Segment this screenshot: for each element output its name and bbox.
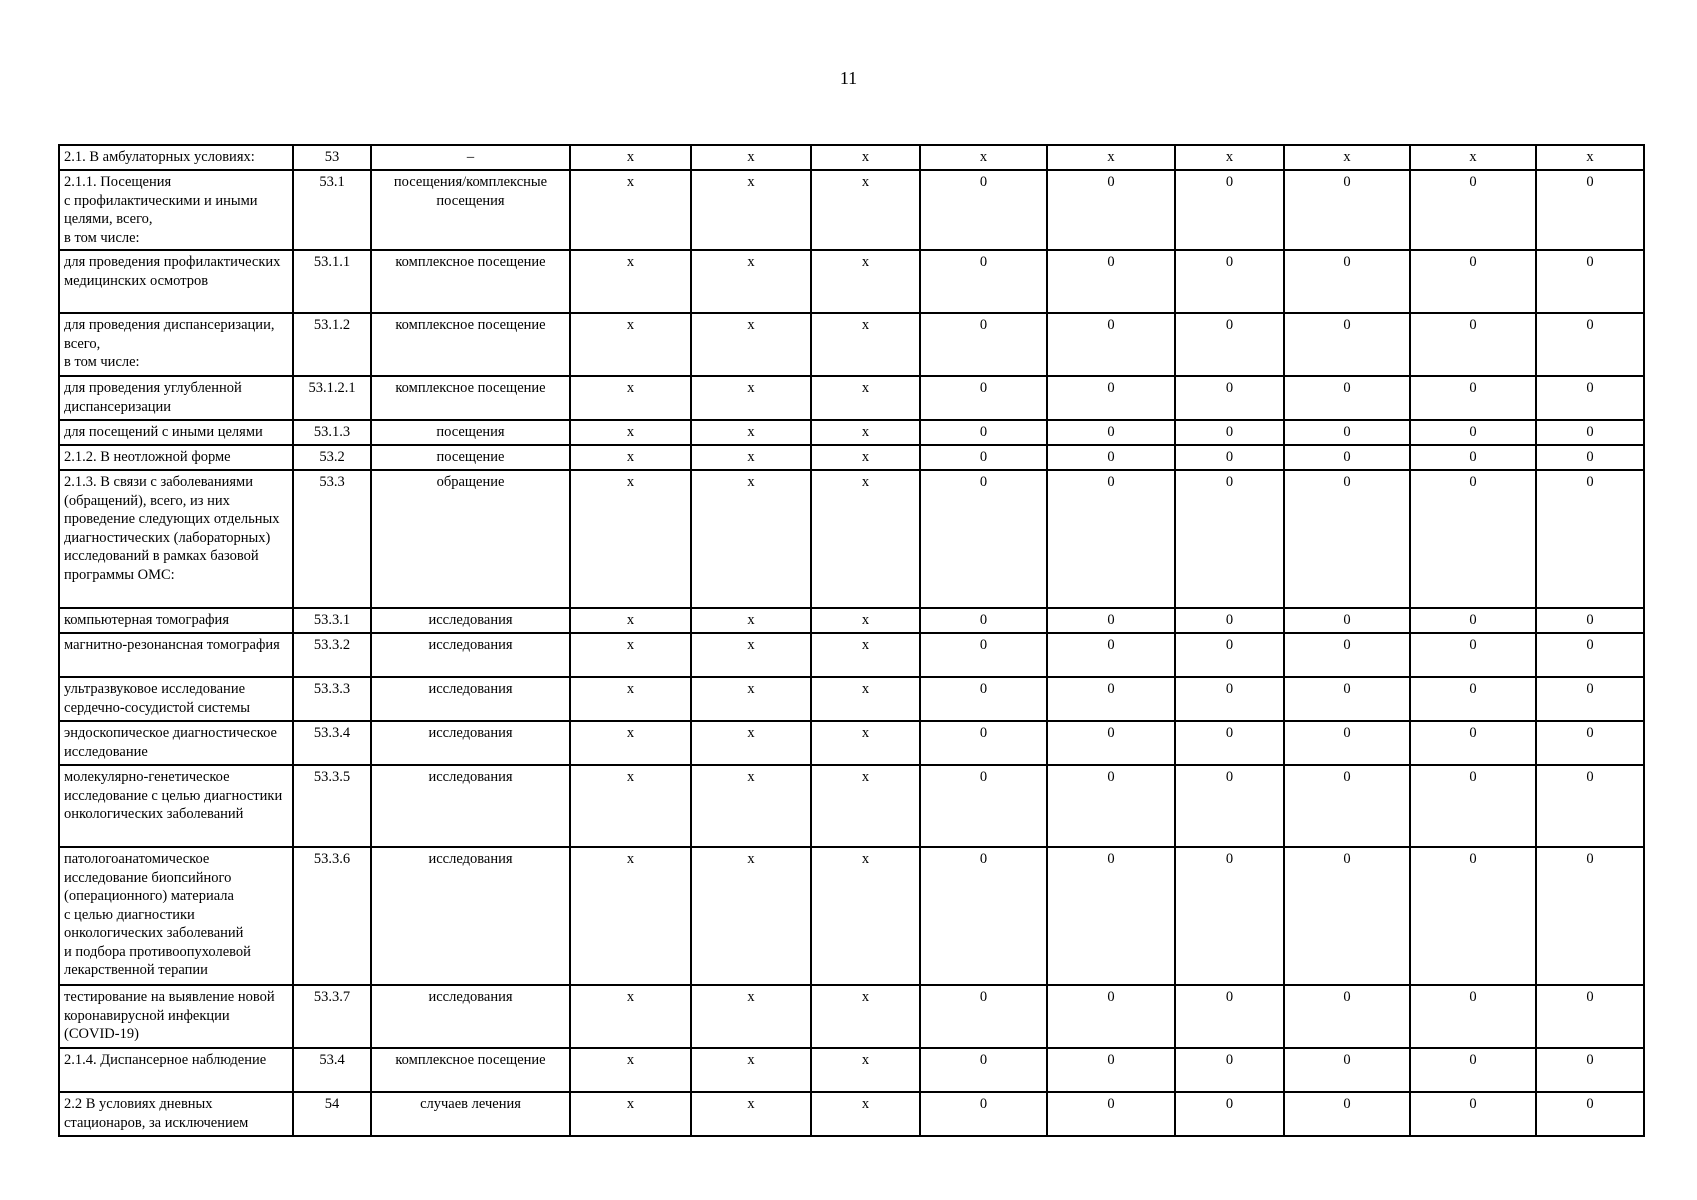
row-value-cell: 0 bbox=[1047, 677, 1175, 721]
table-row bbox=[59, 1092, 1644, 1136]
row-value-cell: 0 bbox=[1410, 470, 1536, 608]
row-value-cell: 0 bbox=[1047, 1092, 1175, 1136]
row-value-cell: 0 bbox=[1536, 847, 1644, 985]
table-row bbox=[59, 250, 1644, 313]
row-value-cell: х bbox=[811, 1048, 920, 1092]
row-value-cell: 0 bbox=[1284, 376, 1410, 420]
row-value-cell: 0 bbox=[1175, 721, 1284, 765]
row-value-cell: 0 bbox=[920, 445, 1047, 470]
row-value-cell: х bbox=[1047, 145, 1175, 170]
row-code-cell: 53.3 bbox=[293, 470, 371, 608]
row-code-cell: 53.3.2 bbox=[293, 633, 371, 677]
row-value-cell: х bbox=[570, 420, 691, 445]
row-value-cell: 0 bbox=[920, 170, 1047, 250]
row-code-cell: 53.1.3 bbox=[293, 420, 371, 445]
row-value-cell: х bbox=[691, 1092, 811, 1136]
row-value-cell: 0 bbox=[1175, 633, 1284, 677]
row-code-cell: 53.1 bbox=[293, 170, 371, 250]
row-name-cell: компьютерная томография bbox=[59, 608, 293, 633]
row-value-cell: 0 bbox=[1536, 170, 1644, 250]
row-value-cell: 0 bbox=[1410, 313, 1536, 376]
row-value-cell: 0 bbox=[1410, 376, 1536, 420]
row-value-cell: х bbox=[811, 1092, 920, 1136]
row-code-cell: 53.2 bbox=[293, 445, 371, 470]
row-value-cell: 0 bbox=[1410, 985, 1536, 1048]
row-value-cell: 0 bbox=[1047, 1048, 1175, 1092]
row-value-cell: х bbox=[691, 145, 811, 170]
row-unit-cell: исследования bbox=[371, 985, 570, 1048]
row-value-cell: х bbox=[570, 985, 691, 1048]
row-code-cell: 53.3.7 bbox=[293, 985, 371, 1048]
row-value-cell: 0 bbox=[1284, 677, 1410, 721]
row-value-cell: х bbox=[570, 376, 691, 420]
row-unit-cell: исследования bbox=[371, 633, 570, 677]
row-value-cell: 0 bbox=[1047, 250, 1175, 313]
row-value-cell: 0 bbox=[1410, 170, 1536, 250]
row-value-cell: 0 bbox=[1175, 445, 1284, 470]
row-value-cell: 0 bbox=[1175, 985, 1284, 1048]
row-value-cell: 0 bbox=[1284, 250, 1410, 313]
row-value-cell: 0 bbox=[1536, 250, 1644, 313]
table-row bbox=[59, 170, 1644, 250]
row-value-cell: 0 bbox=[1284, 445, 1410, 470]
row-value-cell: х bbox=[570, 677, 691, 721]
row-value-cell: 0 bbox=[1047, 721, 1175, 765]
row-unit-cell: исследования bbox=[371, 847, 570, 985]
row-value-cell: х bbox=[811, 445, 920, 470]
row-value-cell: 0 bbox=[920, 376, 1047, 420]
row-value-cell: 0 bbox=[1047, 470, 1175, 608]
row-value-cell: 0 bbox=[1410, 633, 1536, 677]
row-code-cell: 53.3.6 bbox=[293, 847, 371, 985]
row-value-cell: 0 bbox=[1284, 721, 1410, 765]
row-value-cell: 0 bbox=[1284, 313, 1410, 376]
row-value-cell: х bbox=[1410, 145, 1536, 170]
row-value-cell: 0 bbox=[1284, 765, 1410, 847]
row-value-cell: 0 bbox=[1284, 985, 1410, 1048]
row-value-cell: 0 bbox=[1536, 677, 1644, 721]
row-value-cell: х bbox=[570, 1092, 691, 1136]
row-value-cell: х bbox=[691, 608, 811, 633]
row-value-cell: 0 bbox=[1047, 608, 1175, 633]
row-name-cell: эндоскопическое диагностическое исследование bbox=[59, 721, 293, 765]
row-value-cell: 0 bbox=[1047, 985, 1175, 1048]
row-unit-cell: исследования bbox=[371, 765, 570, 847]
row-value-cell: 0 bbox=[1410, 765, 1536, 847]
row-code-cell: 53.3.4 bbox=[293, 721, 371, 765]
row-unit-cell: – bbox=[371, 145, 570, 170]
row-value-cell: 0 bbox=[1175, 847, 1284, 985]
row-name-cell: 2.1.4. Диспансерное наблюдение bbox=[59, 1048, 293, 1092]
row-value-cell: х bbox=[811, 677, 920, 721]
row-value-cell: 0 bbox=[1175, 376, 1284, 420]
row-value-cell: х bbox=[691, 721, 811, 765]
row-value-cell: 0 bbox=[1284, 633, 1410, 677]
table-row bbox=[59, 765, 1644, 847]
row-value-cell: 0 bbox=[1410, 677, 1536, 721]
row-name-cell: 2.1.1. Посещения с профилактическими и иными целями, всего, в том числе: bbox=[59, 170, 293, 250]
row-code-cell: 53.3.1 bbox=[293, 608, 371, 633]
row-value-cell: 0 bbox=[1284, 470, 1410, 608]
row-value-cell: 0 bbox=[1410, 847, 1536, 985]
row-code-cell: 53.1.2.1 bbox=[293, 376, 371, 420]
row-value-cell: х bbox=[691, 470, 811, 608]
row-value-cell: х bbox=[1284, 145, 1410, 170]
row-value-cell: х bbox=[691, 1048, 811, 1092]
row-value-cell: 0 bbox=[1284, 170, 1410, 250]
row-code-cell: 53.3.5 bbox=[293, 765, 371, 847]
row-value-cell: 0 bbox=[1175, 250, 1284, 313]
row-value-cell: 0 bbox=[1536, 420, 1644, 445]
row-name-cell: 2.1.2. В неотложной форме bbox=[59, 445, 293, 470]
row-value-cell: 0 bbox=[1536, 765, 1644, 847]
row-value-cell: х bbox=[570, 170, 691, 250]
row-value-cell: х bbox=[691, 445, 811, 470]
row-value-cell: 0 bbox=[1175, 1092, 1284, 1136]
row-unit-cell: посещение bbox=[371, 445, 570, 470]
row-value-cell: х bbox=[1536, 145, 1644, 170]
row-value-cell: 0 bbox=[1536, 376, 1644, 420]
row-code-cell: 54 bbox=[293, 1092, 371, 1136]
row-value-cell: х bbox=[570, 445, 691, 470]
row-value-cell: х bbox=[570, 765, 691, 847]
row-name-cell: 2.2 В условиях дневных стационаров, за исключением bbox=[59, 1092, 293, 1136]
row-value-cell: х bbox=[920, 145, 1047, 170]
row-value-cell: 0 bbox=[1410, 608, 1536, 633]
table-row bbox=[59, 313, 1644, 376]
row-value-cell: 0 bbox=[920, 1092, 1047, 1136]
row-value-cell: х bbox=[811, 470, 920, 608]
row-value-cell: х bbox=[691, 847, 811, 985]
row-unit-cell: комплексное посещение bbox=[371, 313, 570, 376]
row-value-cell: 0 bbox=[1047, 765, 1175, 847]
row-value-cell: 0 bbox=[920, 677, 1047, 721]
row-value-cell: х bbox=[570, 145, 691, 170]
row-value-cell: 0 bbox=[1047, 376, 1175, 420]
row-value-cell: х bbox=[691, 765, 811, 847]
row-value-cell: 0 bbox=[1536, 313, 1644, 376]
row-unit-cell: случаев лечения bbox=[371, 1092, 570, 1136]
row-value-cell: 0 bbox=[1536, 633, 1644, 677]
row-value-cell: 0 bbox=[1284, 608, 1410, 633]
row-value-cell: х bbox=[570, 721, 691, 765]
table-row bbox=[59, 145, 1644, 170]
row-name-cell: 2.1.3. В связи с заболеваниями (обращений), всего, из них проведение следующих отдельных диагностических (лабораторных) исследований в рамках базовой программы ОМС: bbox=[59, 470, 293, 608]
row-unit-cell: исследования bbox=[371, 677, 570, 721]
row-value-cell: 0 bbox=[1047, 847, 1175, 985]
row-value-cell: 0 bbox=[1175, 608, 1284, 633]
row-value-cell: х bbox=[570, 608, 691, 633]
row-code-cell: 53.1.2 bbox=[293, 313, 371, 376]
row-unit-cell: комплексное посещение bbox=[371, 376, 570, 420]
row-value-cell: х bbox=[691, 170, 811, 250]
row-value-cell: 0 bbox=[1284, 420, 1410, 445]
row-name-cell: для проведения профилактических медицинских осмотров bbox=[59, 250, 293, 313]
row-name-cell: магнитно-резонансная томография bbox=[59, 633, 293, 677]
row-value-cell: 0 bbox=[1536, 470, 1644, 608]
row-value-cell: 0 bbox=[920, 633, 1047, 677]
row-value-cell: 0 bbox=[1175, 470, 1284, 608]
page-number: 11 bbox=[839, 68, 858, 88]
row-value-cell: 0 bbox=[1284, 1092, 1410, 1136]
row-value-cell: х bbox=[691, 250, 811, 313]
table-row bbox=[59, 721, 1644, 765]
row-code-cell: 53.3.3 bbox=[293, 677, 371, 721]
row-value-cell: 0 bbox=[920, 1048, 1047, 1092]
row-value-cell: 0 bbox=[1284, 847, 1410, 985]
row-value-cell: 0 bbox=[1175, 170, 1284, 250]
row-value-cell: 0 bbox=[1536, 721, 1644, 765]
row-value-cell: 0 bbox=[1047, 170, 1175, 250]
row-value-cell: 0 bbox=[1175, 420, 1284, 445]
data-table bbox=[58, 144, 1645, 1137]
table-row bbox=[59, 633, 1644, 677]
table-row bbox=[59, 376, 1644, 420]
row-value-cell: 0 bbox=[1047, 445, 1175, 470]
row-name-cell: тестирование на выявление новой коронавирусной инфекции (COVID-19) bbox=[59, 985, 293, 1048]
row-name-cell: для проведения диспансеризации, всего, в том числе: bbox=[59, 313, 293, 376]
row-unit-cell: исследования bbox=[371, 721, 570, 765]
row-value-cell: 0 bbox=[920, 313, 1047, 376]
row-value-cell: х bbox=[570, 313, 691, 376]
row-value-cell: 0 bbox=[1410, 1048, 1536, 1092]
row-value-cell: 0 bbox=[1284, 1048, 1410, 1092]
row-value-cell: х bbox=[691, 677, 811, 721]
row-value-cell: 0 bbox=[920, 420, 1047, 445]
row-code-cell: 53.4 bbox=[293, 1048, 371, 1092]
row-value-cell: х bbox=[811, 250, 920, 313]
table-row bbox=[59, 677, 1644, 721]
row-value-cell: х bbox=[570, 633, 691, 677]
row-code-cell: 53 bbox=[293, 145, 371, 170]
row-value-cell: х bbox=[691, 633, 811, 677]
row-value-cell: 0 bbox=[1536, 608, 1644, 633]
row-value-cell: 0 bbox=[1047, 633, 1175, 677]
row-value-cell: 0 bbox=[1536, 1048, 1644, 1092]
row-unit-cell: обращение bbox=[371, 470, 570, 608]
row-unit-cell: посещения/комплексные посещения bbox=[371, 170, 570, 250]
table-row bbox=[59, 608, 1644, 633]
row-value-cell: х bbox=[691, 376, 811, 420]
row-value-cell: х bbox=[811, 145, 920, 170]
row-unit-cell: исследования bbox=[371, 608, 570, 633]
row-value-cell: 0 bbox=[920, 985, 1047, 1048]
row-value-cell: х bbox=[811, 847, 920, 985]
row-value-cell: 0 bbox=[1175, 765, 1284, 847]
row-value-cell: х bbox=[811, 420, 920, 445]
row-unit-cell: комплексное посещение bbox=[371, 1048, 570, 1092]
row-unit-cell: посещения bbox=[371, 420, 570, 445]
row-value-cell: 0 bbox=[1175, 677, 1284, 721]
row-value-cell: х bbox=[811, 376, 920, 420]
row-value-cell: 0 bbox=[1536, 445, 1644, 470]
table-row bbox=[59, 985, 1644, 1048]
table-row bbox=[59, 445, 1644, 470]
row-value-cell: 0 bbox=[1410, 250, 1536, 313]
row-value-cell: 0 bbox=[1410, 1092, 1536, 1136]
table-row bbox=[59, 470, 1644, 608]
row-value-cell: 0 bbox=[1175, 1048, 1284, 1092]
row-value-cell: х bbox=[691, 420, 811, 445]
row-name-cell: патологоанатомическое исследование биопсийного (операционного) материала с целью диагностики онкологических заболеваний и подбора противоопухолевой лекарственной терапии bbox=[59, 847, 293, 985]
row-name-cell: молекулярно-генетическое исследование с целью диагностики онкологических заболеваний bbox=[59, 765, 293, 847]
row-unit-cell: комплексное посещение bbox=[371, 250, 570, 313]
row-value-cell: 0 bbox=[1410, 721, 1536, 765]
row-value-cell: х bbox=[570, 847, 691, 985]
row-name-cell: 2.1. В амбулаторных условиях: bbox=[59, 145, 293, 170]
table-body bbox=[59, 145, 1644, 1136]
table-row bbox=[59, 847, 1644, 985]
row-value-cell: 0 bbox=[920, 721, 1047, 765]
row-value-cell: х bbox=[570, 1048, 691, 1092]
row-value-cell: х bbox=[811, 170, 920, 250]
row-value-cell: 0 bbox=[920, 470, 1047, 608]
row-value-cell: х bbox=[811, 633, 920, 677]
row-value-cell: 0 bbox=[1047, 420, 1175, 445]
table-row bbox=[59, 1048, 1644, 1092]
row-value-cell: 0 bbox=[920, 765, 1047, 847]
row-value-cell: х bbox=[811, 313, 920, 376]
row-value-cell: 0 bbox=[920, 250, 1047, 313]
row-value-cell: х bbox=[570, 250, 691, 313]
row-value-cell: х bbox=[811, 721, 920, 765]
row-value-cell: х bbox=[570, 470, 691, 608]
row-code-cell: 53.1.1 bbox=[293, 250, 371, 313]
row-value-cell: 0 bbox=[920, 847, 1047, 985]
row-value-cell: 0 bbox=[1410, 445, 1536, 470]
row-value-cell: х bbox=[691, 313, 811, 376]
row-name-cell: для проведения углубленной диспансеризации bbox=[59, 376, 293, 420]
row-value-cell: х bbox=[1175, 145, 1284, 170]
row-value-cell: х bbox=[691, 985, 811, 1048]
row-name-cell: для посещений с иными целями bbox=[59, 420, 293, 445]
row-value-cell: 0 bbox=[1410, 420, 1536, 445]
table-row bbox=[59, 420, 1644, 445]
row-value-cell: х bbox=[811, 985, 920, 1048]
row-value-cell: х bbox=[811, 765, 920, 847]
row-name-cell: ультразвуковое исследование сердечно-сосудистой системы bbox=[59, 677, 293, 721]
row-value-cell: 0 bbox=[1175, 313, 1284, 376]
row-value-cell: 0 bbox=[1536, 985, 1644, 1048]
row-value-cell: 0 bbox=[1536, 1092, 1644, 1136]
row-value-cell: х bbox=[811, 608, 920, 633]
row-value-cell: 0 bbox=[1047, 313, 1175, 376]
row-value-cell: 0 bbox=[920, 608, 1047, 633]
